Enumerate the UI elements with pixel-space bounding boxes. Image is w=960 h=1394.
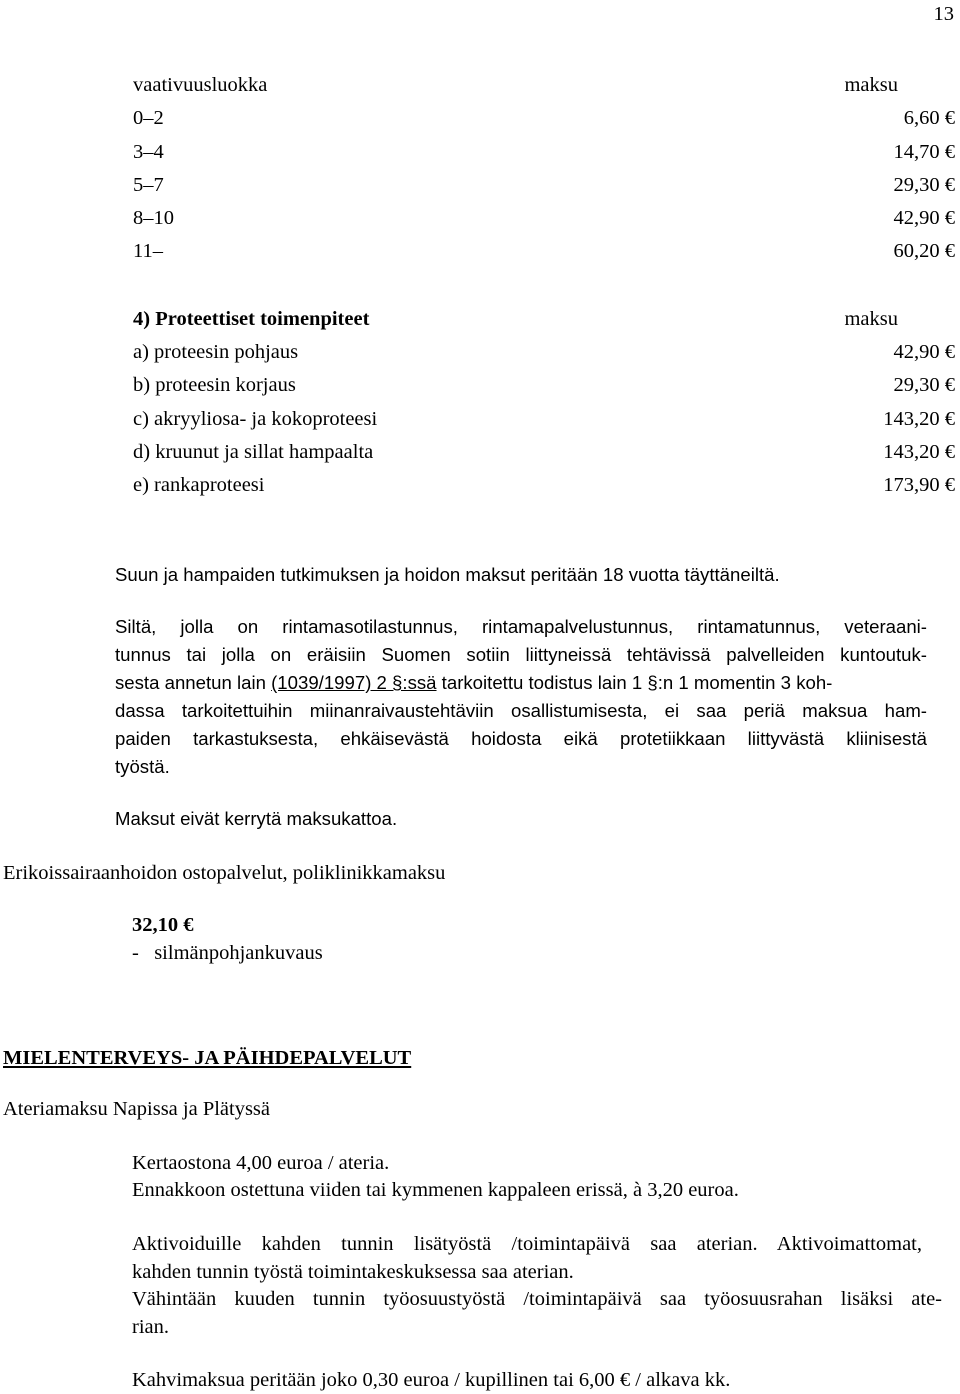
severity-fee: 14,70 €	[893, 141, 955, 163]
severity-fee: 42,90 €	[893, 207, 955, 229]
specialist-care-heading: Erikoissairaanhoidon ostopalvelut, poliklinikkamaksu	[3, 862, 446, 884]
table-row	[133, 341, 955, 367]
law-reference-link[interactable]: (1039/1997) 2 §:ssä	[271, 672, 437, 693]
severity-fee: 29,30 €	[893, 174, 955, 196]
table-row	[133, 441, 955, 467]
meal-fee-heading: Ateriamaksu Napissa ja Plätyssä	[3, 1098, 271, 1120]
severity-fee: 60,20 €	[893, 240, 955, 262]
veterans-paragraph	[115, 616, 927, 786]
severity-fee: 6,60 €	[903, 107, 955, 129]
table-row	[133, 107, 955, 133]
procedure-fee: 42,90 €	[893, 341, 955, 363]
meal-single-price: Kertaostona 4,00 euroa / ateria.	[132, 1152, 390, 1174]
specialist-item: - silmänpohjankuvaus	[132, 942, 323, 964]
procedure-fee: 143,20 €	[883, 441, 955, 463]
table-row	[133, 374, 955, 400]
paragraph-line: työstä.	[115, 756, 170, 777]
fee-cap-note: Maksut eivät kerrytä maksukattoa.	[115, 808, 398, 829]
procedure-fee: 29,30 €	[893, 374, 955, 396]
severity-fee-table	[133, 74, 955, 274]
procedure-name: a) proteesin pohjaus	[133, 341, 299, 363]
procedure-fee: 143,20 €	[883, 408, 955, 430]
mental-health-heading: MIELENTERVEYS- JA PÄIHDEPALVELUT	[3, 1047, 412, 1069]
paragraph-line: Siltä, jolla on rintamasotilastunnus, rintamapalvelustunnus, rintamatunnus, veteraani-	[115, 616, 927, 637]
paragraph-text: tarkoitettu todistus lain 1 §:n 1 momentin 3 koh-	[436, 672, 833, 693]
severity-class: 5–7	[133, 174, 164, 196]
table-row	[133, 474, 955, 500]
severity-class: 3–4	[133, 141, 164, 163]
prosthetics-fee-table	[133, 308, 955, 508]
table-row	[133, 408, 955, 434]
procedure-fee: 173,90 €	[883, 474, 955, 496]
paragraph-line: kahden tunnin työstä toimintakeskuksessa saa aterian.	[132, 1261, 574, 1283]
procedure-name: e) rankaproteesi	[133, 474, 265, 496]
coffee-fee: Kahvimaksua peritään joko 0,30 euroa / kupillinen tai 6,00 € / alkava kk.	[132, 1369, 731, 1391]
table-row	[133, 141, 955, 167]
dental-fee-note: Suun ja hampaiden tutkimuksen ja hoidon maksut peritään 18 vuotta täyttäneiltä.	[115, 564, 780, 585]
prosthetics-header-value: maksu	[844, 308, 898, 330]
paragraph-line: dassa tarkoitettuihin miinanraivaustehtäviin osallistumisesta, ei saa periä maksua ham-	[115, 700, 927, 721]
severity-table-header	[133, 74, 955, 100]
table-row	[133, 240, 955, 266]
procedure-name: c) akryyliosa- ja kokoproteesi	[133, 408, 378, 430]
severity-header-label: vaativuusluokka	[133, 74, 268, 96]
meal-bulk-price: Ennakkoon ostettuna viiden tai kymmenen kappaleen erissä, à 3,20 euroa.	[132, 1179, 739, 1201]
severity-header-value: maksu	[844, 74, 898, 96]
paragraph-line	[115, 672, 927, 693]
paragraph-line: Vähintään kuuden tunnin työosuustyöstä /toimintapäivä saa työosuusrahan lisäksi ate-	[132, 1288, 942, 1310]
paragraph-line: paiden tarkastuksesta, ehkäisevästä hoidosta eikä protetiikkaan liittyvästä kliinisestä	[115, 728, 927, 749]
prosthetics-table-header	[133, 308, 955, 334]
severity-class: 8–10	[133, 207, 174, 229]
paragraph-line: tunnus tai jolla on eräisiin Suomen sotiin liittyneissä tehtävissä palvelleiden kuntoutuk-	[115, 644, 927, 665]
table-row	[133, 207, 955, 233]
page-number: 13	[933, 3, 954, 25]
severity-class: 11–	[133, 240, 163, 262]
prosthetics-header-label: 4) Proteettiset toimenpiteet	[133, 308, 370, 330]
procedure-name: b) proteesin korjaus	[133, 374, 296, 396]
paragraph-line: rian.	[132, 1316, 169, 1338]
table-row	[133, 174, 955, 200]
procedure-name: d) kruunut ja sillat hampaalta	[133, 441, 374, 463]
paragraph-text: sesta annetun lain	[115, 672, 272, 693]
paragraph-line: Aktivoiduille kahden tunnin lisätyöstä /toimintapäivä saa aterian. Aktivoimattomat,	[132, 1233, 922, 1255]
severity-class: 0–2	[133, 107, 164, 129]
specialist-fee: 32,10 €	[132, 914, 194, 936]
